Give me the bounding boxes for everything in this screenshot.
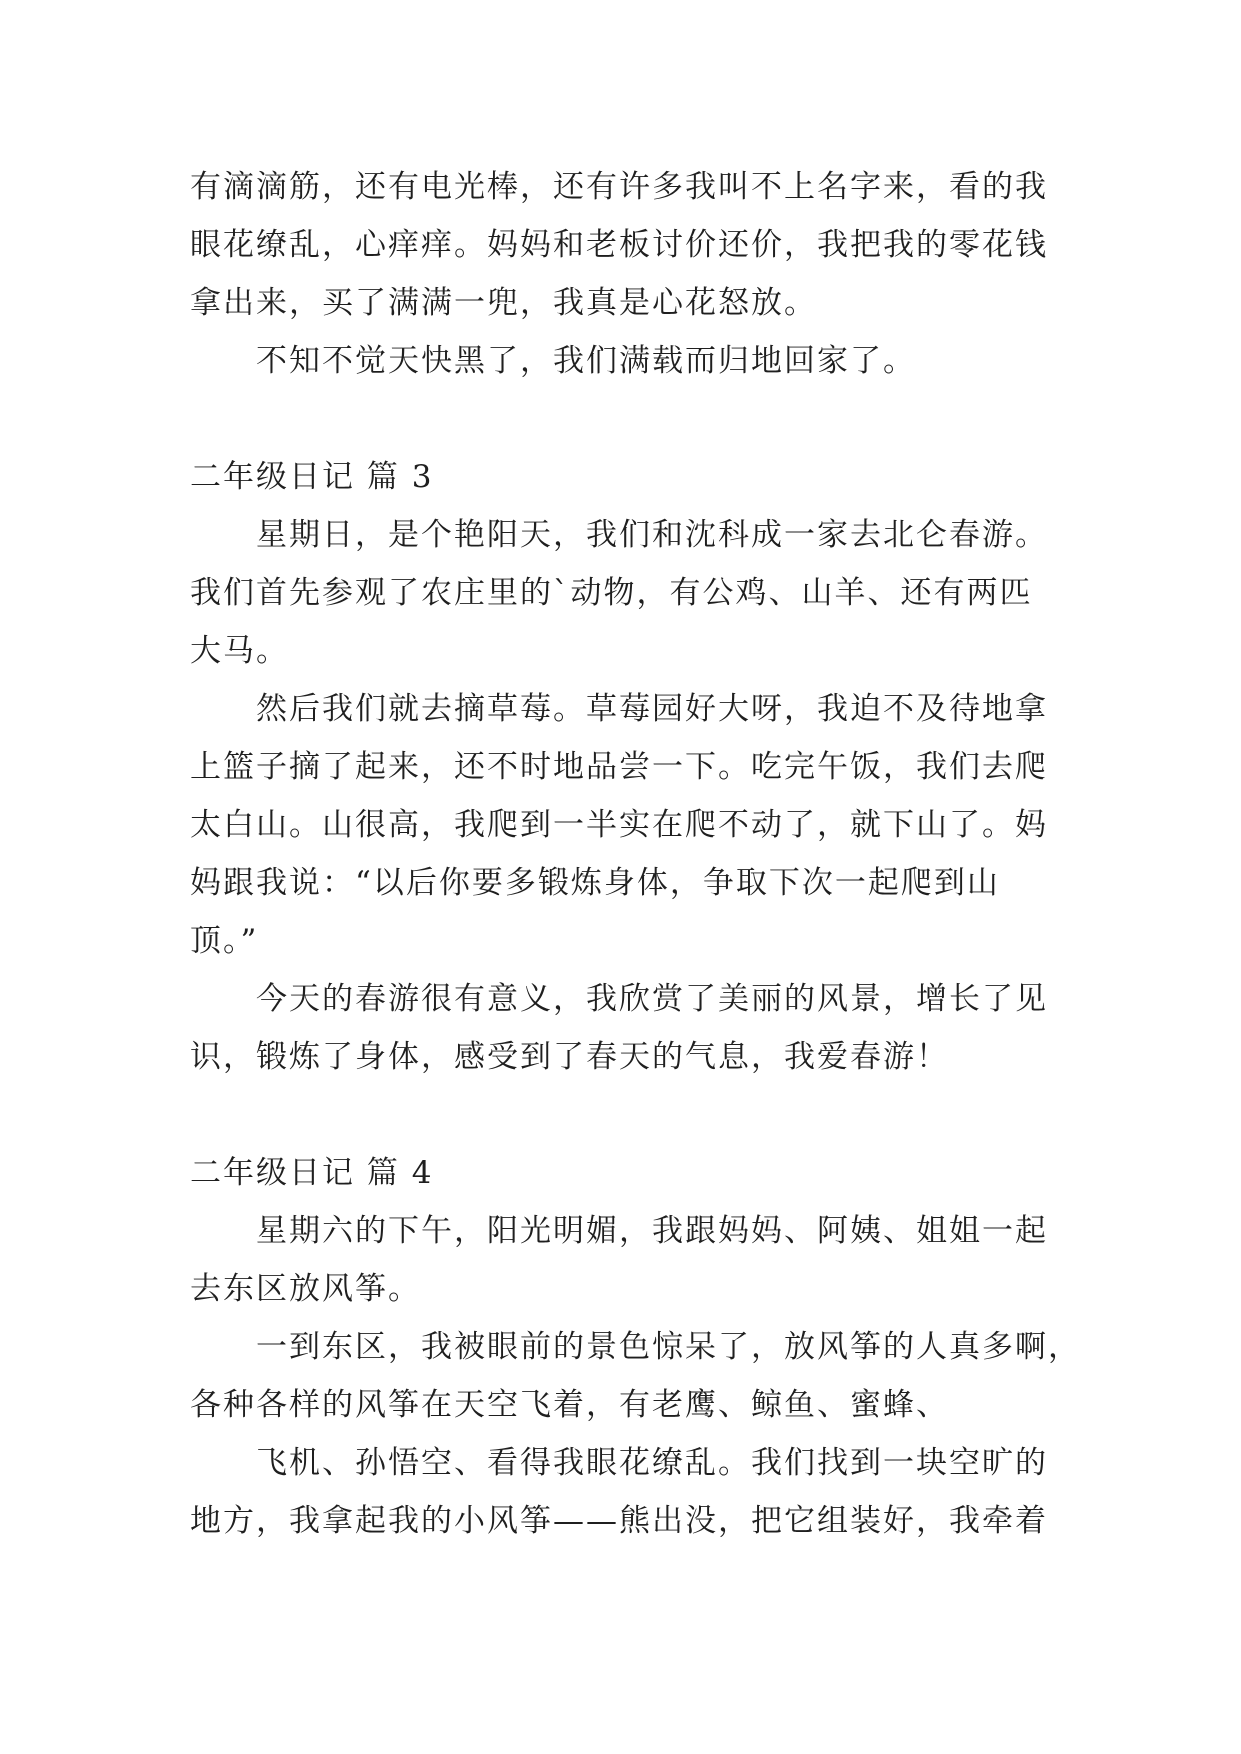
- text-line: 地方，我拿起我的小风筝——熊出没，把它组装好，我牵着: [190, 1503, 1048, 1539]
- paragraph-line: 一到东区，我被眼前的景色惊呆了，放风筝的人真多啊，: [256, 1329, 1081, 1365]
- text-line: 有滴滴筋，还有电光棒，还有许多我叫不上名字来，看的我: [190, 169, 1048, 205]
- text-line: 上篮子摘了起来，还不时地品尝一下。吃完午饭，我们去爬: [190, 749, 1048, 785]
- section-3: [190, 448, 1070, 1086]
- document-body: [190, 158, 1081, 1550]
- section-previous: [190, 158, 1070, 390]
- section-heading: 二年级日记 篇 3: [190, 459, 434, 495]
- paragraph-line: 今天的春游很有意义，我欣赏了美丽的风景，增长了见: [256, 981, 1048, 1017]
- paragraph-line: 星期日，是个艳阳天，我们和沈科成一家去北仑春游。: [256, 517, 1048, 553]
- paragraph-line: 飞机、孙悟空、看得我眼花缭乱。我们找到一块空旷的: [256, 1445, 1048, 1481]
- text-line: 拿出来，买了满满一兜，我真是心花怒放。: [190, 285, 817, 321]
- paragraph-line: 星期六的下午，阳光明媚，我跟妈妈、阿姨、姐姐一起: [256, 1213, 1048, 1249]
- paragraph-line: 不知不觉天快黑了，我们满载而归地回家了。: [256, 343, 916, 379]
- paragraph-line: 然后我们就去摘草莓。草莓园好大呀，我迫不及待地拿: [256, 691, 1048, 727]
- section-4: [190, 1144, 1081, 1550]
- text-line: 大马。: [190, 633, 289, 669]
- text-line: 眼花缭乱，心痒痒。妈妈和老板讨价还价，我把我的零花钱: [190, 227, 1048, 263]
- text-line: 去东区放风筝。: [190, 1271, 421, 1307]
- section-heading: 二年级日记 篇 4: [190, 1155, 434, 1191]
- text-line: 顶。”: [190, 923, 259, 959]
- text-line: 我们首先参观了农庄里的`动物，有公鸡、山羊、还有两匹: [190, 575, 1033, 611]
- text-line: 妈跟我说：“以后你要多锻炼身体，争取下次一起爬到山: [190, 865, 1000, 901]
- text-line: 各种各样的风筝在天空飞着，有老鹰、鲸鱼、蜜蜂、: [190, 1387, 949, 1423]
- text-line: 太白山。山很高，我爬到一半实在爬不动了，就下山了。妈: [190, 807, 1048, 843]
- text-line: 识，锻炼了身体，感受到了春天的气息，我爱春游！: [190, 1039, 949, 1075]
